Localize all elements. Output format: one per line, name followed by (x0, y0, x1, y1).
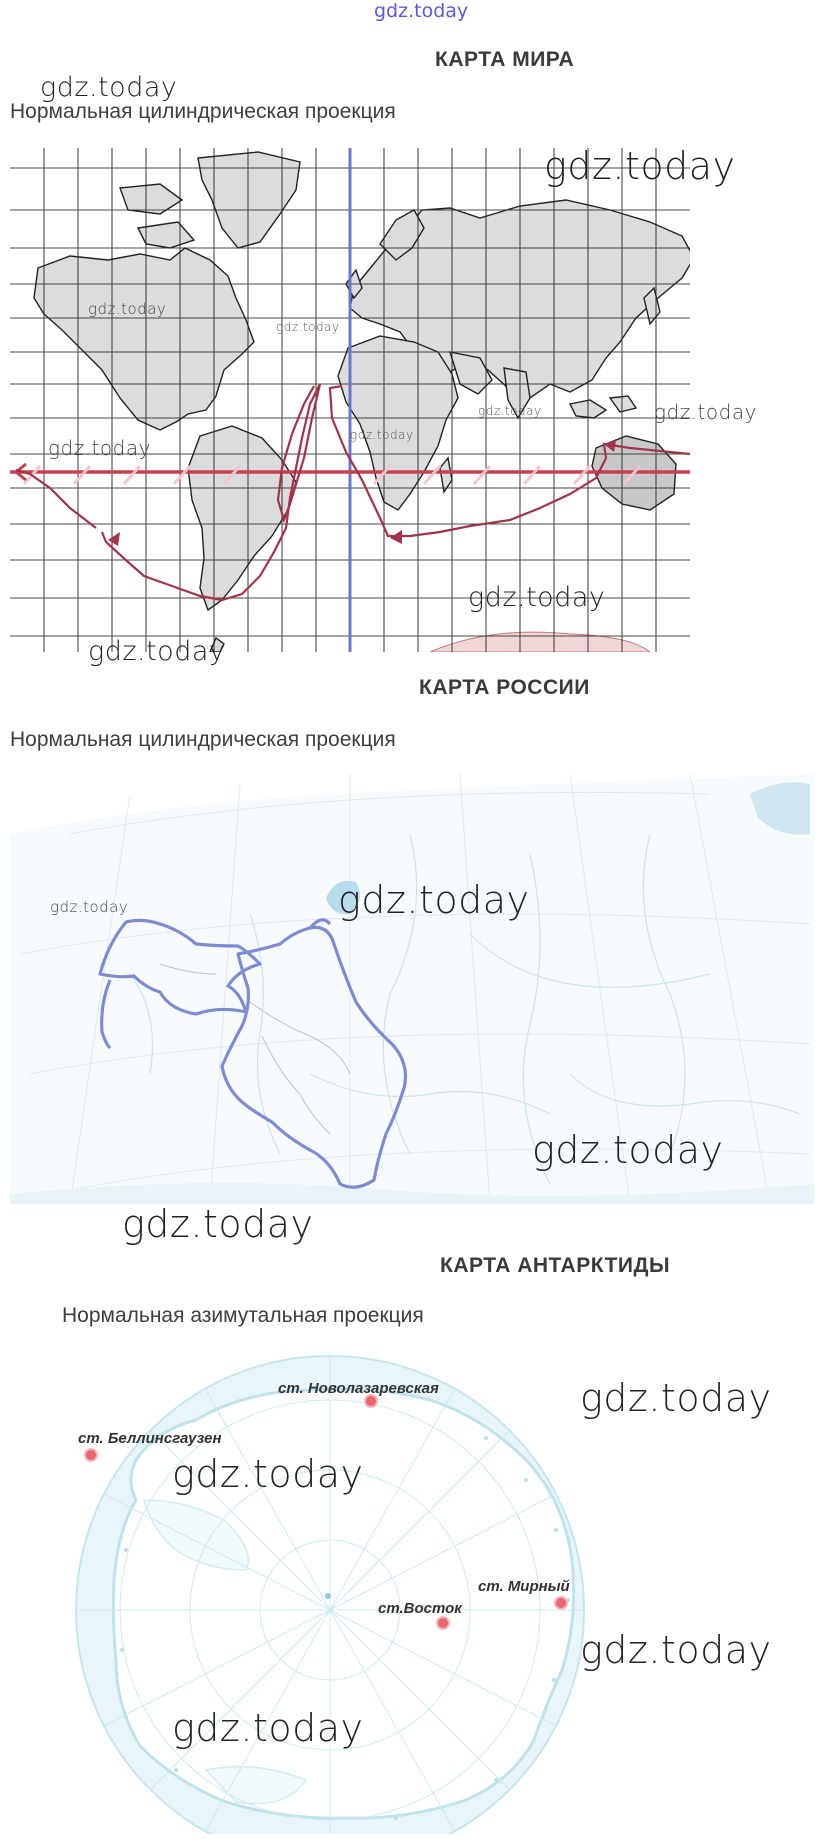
route-arrow (390, 530, 402, 544)
antarctica-map-title: КАРТА АНТАРКТИДЫ (440, 1254, 671, 1277)
watermark-text: gdz.today (172, 1452, 364, 1496)
islands (610, 396, 636, 412)
watermark-text: gdz.today (276, 320, 340, 334)
watermark-text: gdz.today (478, 404, 542, 418)
watermark-text: gdz.today (88, 636, 226, 667)
greenland (198, 152, 300, 248)
top-watermark: gdz.today (374, 0, 469, 22)
world-map (10, 148, 690, 652)
antarctica-map-projection: Нормальная азимутальная проекция (62, 1304, 424, 1327)
watermark-text: gdz.today (350, 428, 414, 442)
equator-hatch (24, 466, 640, 484)
watermark-text: gdz.today (532, 1128, 724, 1172)
watermark-text: gdz.today (580, 1376, 772, 1420)
route-arrow (108, 532, 120, 546)
watermark-text: gdz.today (654, 400, 757, 424)
station-label-bellingshausen: ст. Беллинсгаузен (78, 1430, 222, 1447)
continents (34, 152, 690, 652)
station-marker-bellingshausen (84, 1448, 98, 1462)
africa (338, 336, 458, 510)
watermark-text: gdz.today (50, 898, 129, 916)
antarctica-fragment-pink (430, 632, 650, 652)
madagascar (440, 458, 452, 492)
north-america (34, 248, 254, 430)
watermark-text: gdz.today (544, 144, 736, 188)
watermark-text: gdz.today (580, 1628, 772, 1672)
station-marker-vostok (436, 1616, 450, 1630)
south-pole-marker (325, 1593, 331, 1599)
station-marker-mirny (554, 1596, 568, 1610)
world-map-svg (10, 148, 690, 652)
world-map-title: КАРТА МИРА (435, 48, 575, 71)
russia-map-projection: Нормальная цилиндрическая проекция (10, 728, 396, 751)
station-label-vostok: ст.Восток (378, 1600, 462, 1617)
watermark-text: gdz.today (338, 878, 530, 922)
russia-map-title: КАРТА РОССИИ (419, 676, 590, 699)
watermark-text: gdz.today (122, 1202, 314, 1246)
station-label-novolazarevskaya: ст. Новолазаревская (278, 1380, 439, 1397)
watermark-text: gdz.today (468, 582, 606, 613)
watermark-text: gdz.today (48, 436, 151, 460)
station-label-mirny: ст. Мирный (478, 1578, 570, 1595)
watermark-text: gdz.today (88, 300, 167, 318)
world-map-projection: Нормальная цилиндрическая проекция (10, 100, 396, 123)
watermark-text: gdz.today (40, 72, 178, 103)
watermark-text: gdz.today (172, 1706, 364, 1750)
